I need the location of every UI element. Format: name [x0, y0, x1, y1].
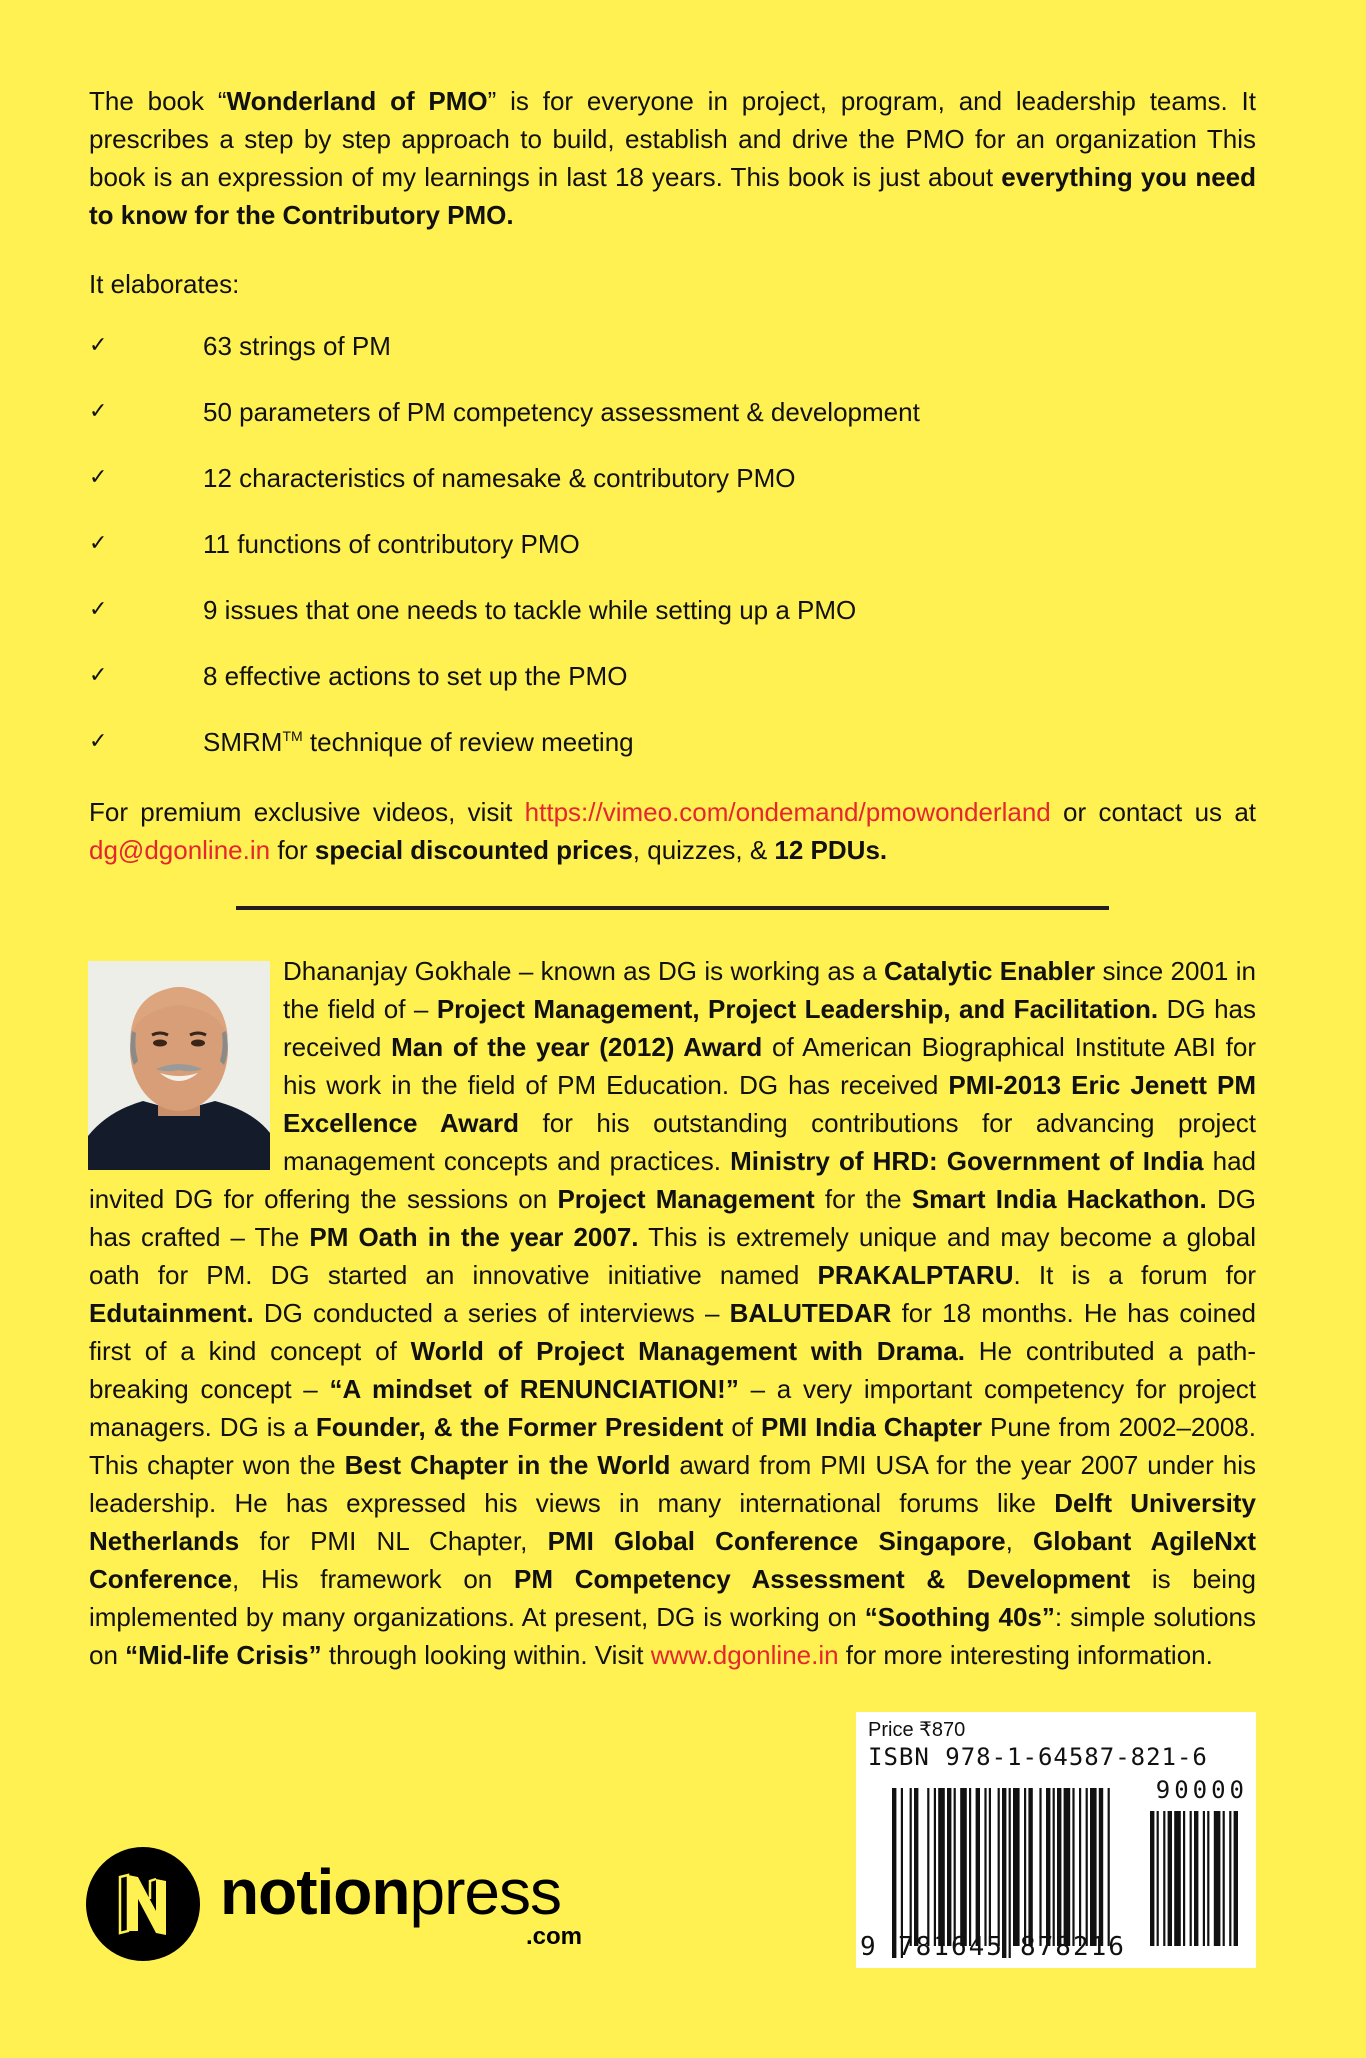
bio-emphasis: Founder, & the Former President — [315, 1412, 724, 1442]
barcode-bar — [1229, 1811, 1231, 1946]
barcode-bar — [1150, 1811, 1154, 1946]
ean-first-digit: 9 — [860, 1932, 876, 1962]
barcode-bar — [892, 1788, 896, 1958]
barcode-bar — [984, 1788, 986, 1946]
checklist-item — [89, 657, 1256, 723]
wordmark-press: press — [409, 1856, 561, 1928]
barcode-bar — [1053, 1788, 1055, 1946]
barcode-bar — [1013, 1788, 1020, 1946]
barcode-bar — [1046, 1788, 1050, 1946]
checklist-item-text: 8 effective actions to set up the PMO — [203, 661, 628, 691]
bio-emphasis: Man of the year (2012) Award — [391, 1032, 763, 1062]
feature-checklist — [89, 327, 1256, 789]
checkmark-icon: ✓ — [89, 333, 108, 358]
barcode-bar — [1194, 1811, 1198, 1946]
ean-right-group: 878216 — [1020, 1932, 1126, 1962]
checklist-item — [89, 723, 1256, 789]
bio-emphasis: “Soothing 40s” — [864, 1602, 1055, 1632]
ean-left-group: 781645 — [898, 1932, 1004, 1962]
checkmark-icon: ✓ — [89, 663, 108, 688]
checklist-item-text: 9 issues that one needs to tackle while setting up a PMO — [203, 595, 857, 625]
bio-text: DG has crafted – The — [89, 1184, 1256, 1252]
email-link[interactable]: dg@dgonline.in — [89, 835, 271, 865]
price-addon-code: 90000 — [1155, 1776, 1248, 1804]
wordmark-notion: notion — [220, 1856, 410, 1928]
bio-emphasis: Project Management — [557, 1184, 815, 1214]
barcode-bar — [1223, 1811, 1225, 1946]
notionpress-logo — [86, 1847, 616, 1967]
checklist-item — [89, 459, 1256, 525]
bio-emphasis: PMI-2013 Eric Jenett PM Excellence Award — [283, 1070, 1256, 1138]
bio-emphasis: PMI India Chapter — [760, 1412, 983, 1442]
bio-text: for 18 months. He has coined first of a kind concept of — [89, 1298, 1256, 1366]
barcode-bar — [1234, 1811, 1238, 1946]
barcode-bar — [1183, 1811, 1185, 1946]
barcode-bar — [1024, 1788, 1026, 1946]
bio-text: award from PMI USA for the year 2007 under his leadership. He has expressed his views in many international forums like — [89, 1450, 1256, 1518]
cta-emphasis: 12 PDUs. — [774, 835, 888, 865]
notionpress-n-logo-icon — [86, 1847, 200, 1961]
vimeo-link[interactable]: https://vimeo.com/ondemand/pmowonderland — [524, 797, 1051, 827]
checkmark-icon: ✓ — [89, 465, 108, 490]
bio-text: for his outstanding contributions for advancing project management concepts and practices. — [283, 1108, 1256, 1176]
bio-text: He contributed a path-breaking concept – — [89, 1336, 1257, 1404]
bio-emphasis: Catalytic Enabler — [884, 956, 1096, 986]
book-title: Wonderland of PMO — [226, 86, 488, 116]
wordmark-domain: .com — [526, 1923, 583, 1950]
checklist-item — [89, 327, 1256, 393]
bio-text: – a very important competency for project managers. DG is a — [89, 1374, 1257, 1442]
bio-text: since 2001 in the field of – — [283, 956, 1256, 1024]
bio-emphasis: PM Oath in the year 2007. — [309, 1222, 639, 1252]
bio-emphasis: Smart India Hackathon. — [911, 1184, 1207, 1214]
barcode-bar — [960, 1788, 967, 1946]
checklist-item-text: 63 strings of PM — [203, 331, 391, 361]
bio-text: of — [723, 1412, 761, 1442]
barcode-bar — [938, 1788, 945, 1946]
bio-text: had invited DG for offering the sessions on — [89, 1146, 1257, 1214]
barcode-bar — [1207, 1811, 1209, 1946]
barcode-bar — [1203, 1811, 1205, 1946]
book-description — [89, 82, 1256, 234]
bio-emphasis: World of Project Management with Drama. — [410, 1336, 965, 1366]
checklist-item-text: 11 functions of contributory PMO — [203, 529, 580, 559]
checklist-item — [89, 591, 1256, 657]
trademark-sup: TM — [282, 728, 303, 744]
barcode-bar — [1009, 1788, 1011, 1958]
barcode-bar — [1108, 1788, 1110, 1946]
bio-emphasis: Project Management, Project Leadership, and Facilitation. — [436, 994, 1159, 1024]
bio-emphasis: “Mid-life Crisis” — [125, 1640, 322, 1670]
checkmark-icon: ✓ — [89, 399, 108, 424]
checklist-item-text — [203, 723, 634, 761]
barcode-bar — [1163, 1811, 1165, 1946]
bio-emphasis: Edutainment. — [89, 1298, 254, 1328]
bio-text: for PMI NL Chapter, — [239, 1526, 548, 1556]
barcode-bar — [1090, 1788, 1097, 1946]
bio-text: DG has received — [283, 994, 1256, 1062]
checkmark-icon: ✓ — [89, 597, 108, 622]
description-emphasis: everything you need to know for the Contributory PMO. — [89, 162, 1256, 230]
bio-emphasis: PMI Global Conference Singapore — [547, 1526, 1006, 1556]
barcode-bar — [1168, 1811, 1172, 1946]
bio-text: , — [1005, 1526, 1034, 1556]
bio-emphasis: Globant AgileNxt Conference — [89, 1526, 1256, 1594]
author-bio — [89, 952, 1256, 1674]
bio-text: : simple solutions on — [89, 1602, 1256, 1670]
barcode-bar — [1157, 1811, 1159, 1946]
barcode-bar — [1064, 1788, 1071, 1946]
section-divider — [236, 906, 1109, 910]
cta-text: , quizzes, & — [632, 835, 775, 865]
barcode-bar — [1214, 1811, 1221, 1946]
isbn-barcode — [856, 1712, 1256, 1968]
barcode-bar — [954, 1788, 956, 1946]
bio-text: , His framework on — [232, 1564, 514, 1594]
bio-text: Dhananjay Gokhale – known as DG is working as a — [283, 956, 885, 986]
bio-emphasis: “A mindset of RENUNCIATION!” — [329, 1374, 739, 1404]
bio-emphasis: PRAKALPTARU — [817, 1260, 1014, 1290]
cta-emphasis: special discounted prices — [314, 835, 633, 865]
barcode-bar — [1174, 1811, 1181, 1946]
checklist-item-text: 50 parameters of PM competency assessment & development — [203, 397, 920, 427]
smrm-text: SMRM — [203, 727, 283, 757]
barcode-bar — [1057, 1788, 1061, 1946]
bio-text: for more interesting information. — [838, 1640, 1213, 1670]
bio-emphasis: Ministry of HRD: Government of India — [730, 1146, 1204, 1176]
bio-text: is being implemented by many organizations. At present, DG is working on — [89, 1564, 1257, 1632]
barcode-bar — [1028, 1788, 1032, 1946]
barcode-bar — [976, 1788, 980, 1946]
bio-emphasis: PM Competency Assessment & Development — [513, 1564, 1131, 1594]
bio-text: DG conducted a series of interviews – — [253, 1298, 730, 1328]
barcode-bar — [947, 1788, 951, 1946]
barcode-bar — [1086, 1788, 1088, 1946]
bio-text: This is extremely unique and may become a global oath for PM. DG started an innovative initiative named — [89, 1222, 1257, 1290]
barcode-bar — [1072, 1788, 1074, 1946]
barcode-bar — [1039, 1788, 1041, 1946]
bio-text: for the — [814, 1184, 912, 1214]
checklist-item-text: 12 characteristics of namesake & contributory PMO — [203, 463, 796, 493]
barcode-bar — [927, 1788, 929, 1946]
barcode-bar — [1079, 1788, 1081, 1946]
checkmark-icon: ✓ — [89, 531, 108, 556]
isbn-number: ISBN 978-1-64587-821-6 — [868, 1743, 1208, 1771]
barcode-bar — [998, 1788, 1000, 1946]
barcode-bar — [969, 1788, 971, 1946]
elaborates-heading: It elaborates: — [89, 269, 240, 299]
bio-emphasis: Delft University Netherlands — [89, 1488, 1256, 1556]
description-text: ” is for everyone in project, program, and leadership teams. It prescribes a step by step approach to build, establish and drive the PMO for an organization This book is an expression of my learnings in last 18 years. This book is just about — [89, 86, 1256, 192]
barcode-bar — [914, 1788, 918, 1946]
notionpress-wordmark — [220, 1857, 561, 1927]
checkmark-icon: ✓ — [89, 729, 108, 754]
cta-text: for — [270, 835, 315, 865]
bio-emphasis: BALUTEDAR — [729, 1298, 892, 1328]
cta-text: or contact us at — [1050, 797, 1256, 827]
smrm-suffix: technique of review meeting — [302, 727, 634, 757]
barcode-bar — [910, 1788, 912, 1946]
cta-text: For premium exclusive videos, visit — [89, 797, 525, 827]
barcode-bar — [1099, 1788, 1103, 1946]
premium-videos-cta — [89, 793, 1256, 869]
checklist-item — [89, 525, 1256, 591]
bio-text: Pune from 2002–2008. This chapter won the — [89, 1412, 1256, 1480]
barcode-bar — [934, 1788, 936, 1946]
bio-text: through looking within. Visit — [321, 1640, 651, 1670]
photo-space — [89, 952, 283, 1166]
barcode-bar — [1190, 1811, 1192, 1946]
price-label: Price ₹870 — [868, 1719, 966, 1741]
barcode-bar — [989, 1788, 991, 1946]
bio-emphasis: Best Chapter in the World — [344, 1450, 671, 1480]
website-link[interactable]: www.dgonline.in — [650, 1640, 839, 1670]
bio-text: of American Biographical Institute ABI for his work in the field of PM Education. DG has received — [283, 1032, 1257, 1100]
description-text: The book “ — [89, 86, 227, 116]
barcode-bars — [856, 1712, 1256, 1968]
checklist-item — [89, 393, 1256, 459]
bio-text: . It is a forum for — [1013, 1260, 1256, 1290]
